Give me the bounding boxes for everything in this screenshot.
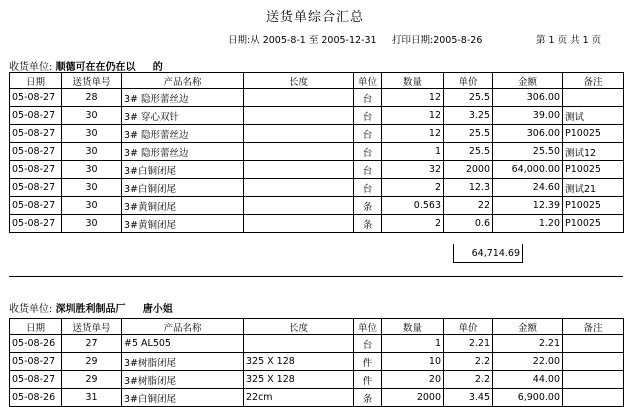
col-product-cell: 3#树脂闭尾 xyxy=(122,371,244,389)
col-order-no-cell: 30 xyxy=(62,161,122,179)
col-amount-cell: 2.21 xyxy=(493,335,563,353)
col-price-cell: 25.5 xyxy=(444,125,493,143)
table-row xyxy=(10,89,624,107)
col-price-header: 单价 xyxy=(444,319,493,335)
col-amount-cell: 24.60 xyxy=(493,179,563,197)
col-order-no-cell: 30 xyxy=(62,125,122,143)
col-unit-header: 单位 xyxy=(354,73,382,89)
col-qty-cell: 2 xyxy=(382,179,444,197)
col-length-cell xyxy=(244,335,354,353)
col-note-cell xyxy=(563,89,624,107)
col-length-cell xyxy=(244,197,354,215)
col-length-header: 长度 xyxy=(244,73,354,89)
col-product-cell: 3#树脂闭尾 xyxy=(122,353,244,371)
header-row xyxy=(10,73,624,89)
col-length-header: 长度 xyxy=(244,319,354,335)
col-product-cell: #5 AL505 xyxy=(122,335,244,353)
col-length-cell xyxy=(244,179,354,197)
col-price-cell: 2.21 xyxy=(444,335,493,353)
col-date-cell: 05-08-26 xyxy=(10,335,62,353)
table-row xyxy=(10,389,624,407)
col-date-cell: 05-08-27 xyxy=(10,353,62,371)
col-price-cell: 3.25 xyxy=(444,107,493,125)
col-note-cell xyxy=(563,353,624,371)
col-price-cell: 2000 xyxy=(444,161,493,179)
col-qty-cell: 12 xyxy=(382,89,444,107)
header-row xyxy=(10,319,624,335)
col-qty-cell: 2 xyxy=(382,215,444,233)
col-price-cell: 12.3 xyxy=(444,179,493,197)
table-row xyxy=(10,197,624,215)
col-amount-cell: 6,900.00 xyxy=(493,389,563,407)
page-info: 第 1 页 共 1 页 xyxy=(536,35,602,46)
col-length-cell xyxy=(244,107,354,125)
col-date-cell: 05-08-27 xyxy=(10,125,62,143)
col-date-header: 日期 xyxy=(10,319,62,335)
col-order-no-cell: 30 xyxy=(62,107,122,125)
table-header xyxy=(10,319,624,335)
col-product-cell: 3#白铜闭尾 xyxy=(122,389,244,407)
col-amount-header: 金额 xyxy=(493,73,563,89)
col-unit-cell: 台 xyxy=(354,107,382,125)
col-order-no-cell: 27 xyxy=(62,335,122,353)
col-note-cell: P10025 xyxy=(563,125,624,143)
col-length-cell xyxy=(244,125,354,143)
col-date-cell: 05-08-27 xyxy=(10,371,62,389)
table-row xyxy=(10,215,624,233)
col-unit-cell: 台 xyxy=(354,89,382,107)
col-amount-cell: 306.00 xyxy=(493,125,563,143)
col-qty-cell: 2000 xyxy=(382,389,444,407)
table-row xyxy=(10,179,624,197)
col-date-cell: 05-08-27 xyxy=(10,215,62,233)
col-product-cell: 3# 隐形蕾丝边 xyxy=(122,125,244,143)
col-note-cell xyxy=(563,335,624,353)
col-qty-cell: 12 xyxy=(382,125,444,143)
col-order-no-cell: 30 xyxy=(62,215,122,233)
col-length-cell xyxy=(244,161,354,179)
customer-label: 收货单位: xyxy=(9,304,53,315)
group-total: 64,714.69 xyxy=(453,244,523,263)
customer-name: 深圳胜利制品厂 xyxy=(55,304,126,315)
col-unit-cell: 件 xyxy=(354,353,382,371)
col-qty-cell: 10 xyxy=(382,353,444,371)
col-product-header: 产品名称 xyxy=(122,319,244,335)
col-note-cell: 测试12 xyxy=(563,143,624,161)
col-product-cell: 3#白铜闭尾 xyxy=(122,161,244,179)
col-unit-cell: 台 xyxy=(354,335,382,353)
col-price-cell: 2.2 xyxy=(444,353,493,371)
col-product-cell: 3#白铜闭尾 xyxy=(122,179,244,197)
col-date-cell: 05-08-27 xyxy=(10,197,62,215)
table-row xyxy=(10,335,624,353)
col-length-cell xyxy=(244,89,354,107)
col-product-header: 产品名称 xyxy=(122,73,244,89)
table-row xyxy=(10,161,624,179)
table-row xyxy=(10,107,624,125)
delivery-table-1 xyxy=(9,72,624,233)
col-unit-cell: 台 xyxy=(354,143,382,161)
delivery-table-2 xyxy=(9,318,624,407)
col-amount-cell: 1.20 xyxy=(493,215,563,233)
table-body xyxy=(10,89,624,233)
col-unit-cell: 台 xyxy=(354,125,382,143)
customer-contact: 的 xyxy=(152,62,163,73)
report-title: 送货单综合汇总 xyxy=(265,10,364,25)
col-price-cell: 0.6 xyxy=(444,215,493,233)
col-order-no-cell: 30 xyxy=(62,143,122,161)
col-length-cell: 22cm xyxy=(244,389,354,407)
col-amount-cell: 12.39 xyxy=(493,197,563,215)
col-amount-cell: 306.00 xyxy=(493,89,563,107)
col-date-cell: 05-08-26 xyxy=(10,389,62,407)
col-amount-cell: 25.50 xyxy=(493,143,563,161)
col-length-cell xyxy=(244,215,354,233)
col-order-no-header: 送货单号 xyxy=(62,319,122,335)
col-note-cell: P10025 xyxy=(563,215,624,233)
col-qty-cell: 32 xyxy=(382,161,444,179)
col-date-header: 日期 xyxy=(10,73,62,89)
col-date-cell: 05-08-27 xyxy=(10,89,62,107)
col-note-header: 备注 xyxy=(563,319,624,335)
col-order-no-cell: 31 xyxy=(62,389,122,407)
col-length-cell xyxy=(244,143,354,161)
col-note-header: 备注 xyxy=(563,73,624,89)
col-qty-header: 数量 xyxy=(382,73,444,89)
col-qty-cell: 20 xyxy=(382,371,444,389)
col-price-cell: 2.2 xyxy=(444,371,493,389)
col-product-cell: 3#黄铜闭尾 xyxy=(122,215,244,233)
customer-contact: 唐小姐 xyxy=(142,304,173,315)
col-order-no-cell: 30 xyxy=(62,179,122,197)
table-body xyxy=(10,335,624,407)
col-amount-cell: 39.00 xyxy=(493,107,563,125)
customer-label: 收货单位: xyxy=(9,62,53,73)
col-date-cell: 05-08-27 xyxy=(10,179,62,197)
col-unit-header: 单位 xyxy=(354,319,382,335)
print-date: 打印日期:2005-8-26 xyxy=(392,35,483,46)
col-note-cell: P10025 xyxy=(563,197,624,215)
customer-name: 顺德可在在仍在以 xyxy=(55,62,136,73)
col-product-cell: 3# 穿心双针 xyxy=(122,107,244,125)
col-amount-cell: 64,000.00 xyxy=(493,161,563,179)
col-price-cell: 3.45 xyxy=(444,389,493,407)
date-range: 日期:从 2005-8-1 至 2005-12-31 xyxy=(228,35,377,46)
col-note-cell: 测试 xyxy=(563,107,624,125)
col-length-cell: 325 X 128 xyxy=(244,371,354,389)
col-amount-header: 金额 xyxy=(493,319,563,335)
col-date-cell: 05-08-27 xyxy=(10,107,62,125)
col-qty-cell: 1 xyxy=(382,335,444,353)
col-unit-cell: 条 xyxy=(354,215,382,233)
col-length-cell: 325 X 128 xyxy=(244,353,354,371)
col-unit-cell: 条 xyxy=(354,197,382,215)
col-qty-cell: 1 xyxy=(382,143,444,161)
customer-header-1 xyxy=(9,58,163,73)
col-date-cell: 05-08-27 xyxy=(10,143,62,161)
table-row xyxy=(10,143,624,161)
col-unit-cell: 件 xyxy=(354,371,382,389)
col-order-no-cell: 28 xyxy=(62,89,122,107)
col-qty-cell: 12 xyxy=(382,107,444,125)
group-divider xyxy=(9,276,623,277)
col-order-no-cell: 29 xyxy=(62,371,122,389)
col-note-cell xyxy=(563,389,624,407)
col-product-cell: 3# 隐形蕾丝边 xyxy=(122,89,244,107)
customer-header-2 xyxy=(9,300,173,315)
col-unit-cell: 条 xyxy=(354,389,382,407)
col-order-no-cell: 30 xyxy=(62,197,122,215)
table-row xyxy=(10,353,624,371)
col-price-header: 单价 xyxy=(444,73,493,89)
table-row xyxy=(10,371,624,389)
col-unit-cell: 台 xyxy=(354,179,382,197)
col-note-cell: 测试21 xyxy=(563,179,624,197)
col-amount-cell: 44.00 xyxy=(493,371,563,389)
table-row xyxy=(10,125,624,143)
col-amount-cell: 22.00 xyxy=(493,353,563,371)
col-price-cell: 22 xyxy=(444,197,493,215)
table-header xyxy=(10,73,624,89)
col-qty-header: 数量 xyxy=(382,319,444,335)
col-qty-cell: 0.563 xyxy=(382,197,444,215)
col-product-cell: 3#黄铜闭尾 xyxy=(122,197,244,215)
col-unit-cell: 台 xyxy=(354,161,382,179)
col-date-cell: 05-08-27 xyxy=(10,161,62,179)
col-product-cell: 3# 隐形蕾丝边 xyxy=(122,143,244,161)
col-price-cell: 25.5 xyxy=(444,143,493,161)
col-order-no-header: 送货单号 xyxy=(62,73,122,89)
col-order-no-cell: 29 xyxy=(62,353,122,371)
col-note-cell: P10025 xyxy=(563,161,624,179)
col-note-cell xyxy=(563,371,624,389)
col-price-cell: 25.5 xyxy=(444,89,493,107)
